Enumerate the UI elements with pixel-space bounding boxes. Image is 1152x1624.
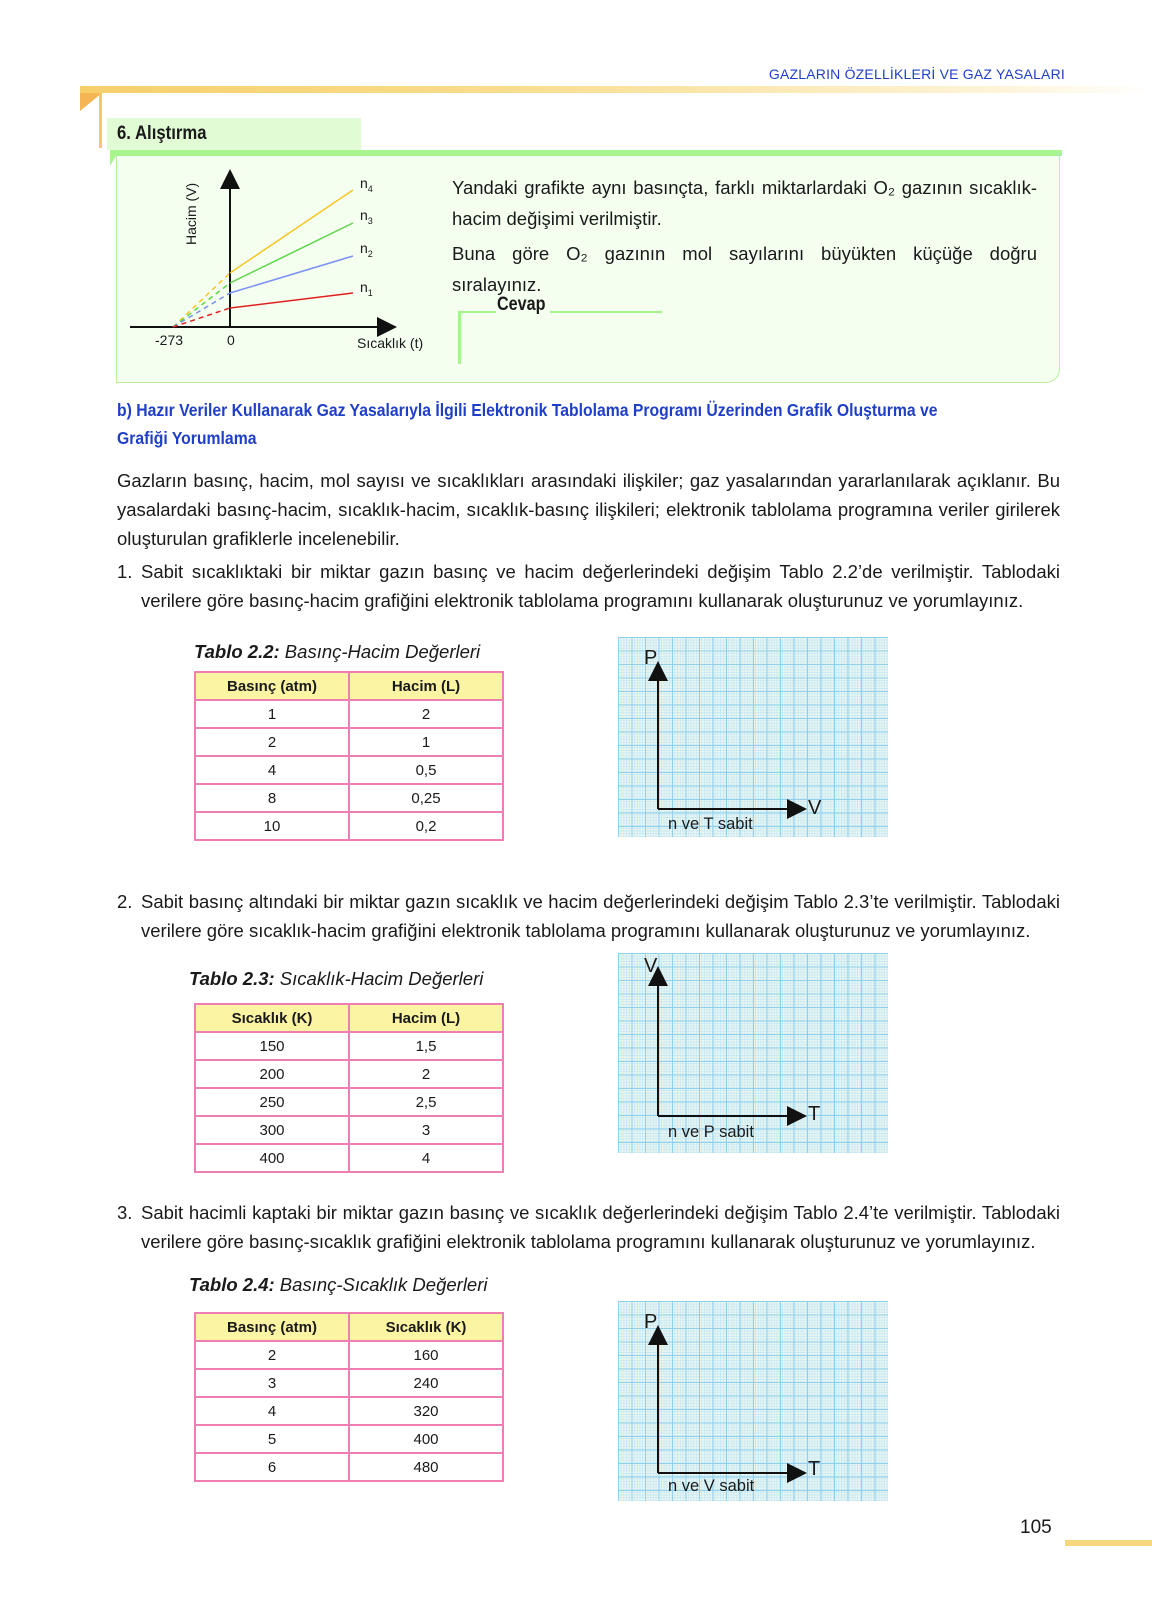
cell: 150 bbox=[195, 1032, 349, 1060]
caption-label: Tablo 2.2: bbox=[194, 641, 280, 662]
constant-label: n ve T sabit bbox=[668, 815, 753, 833]
exercise-question bbox=[452, 172, 1037, 304]
item-1 bbox=[117, 557, 1060, 615]
item-number: 3. bbox=[117, 1202, 133, 1223]
cell: 160 bbox=[349, 1341, 503, 1369]
cell: 2 bbox=[349, 700, 503, 728]
cell: 3 bbox=[195, 1369, 349, 1397]
graph-paper-pv bbox=[618, 637, 888, 837]
cell: 10 bbox=[195, 812, 349, 840]
graph-paper-pt bbox=[618, 1301, 888, 1501]
table-2-3-caption bbox=[189, 968, 483, 990]
y-axis-label: P bbox=[644, 647, 658, 669]
table-row bbox=[195, 1425, 503, 1453]
cell: 1 bbox=[195, 700, 349, 728]
item-2 bbox=[117, 887, 1060, 945]
table-2-4 bbox=[194, 1312, 504, 1482]
cell: 240 bbox=[349, 1369, 503, 1397]
cell: 1,5 bbox=[349, 1032, 503, 1060]
exercise-graph bbox=[125, 165, 455, 360]
series-label-n3: $n_3$ bbox=[360, 207, 373, 226]
answer-label: Cevap bbox=[497, 294, 546, 315]
caption-label: Tablo 2.3: bbox=[189, 968, 275, 989]
cell: 4 bbox=[195, 756, 349, 784]
x-axis-label: Sıcaklık (t) bbox=[357, 335, 424, 351]
table-row bbox=[195, 1369, 503, 1397]
cell: 320 bbox=[349, 1397, 503, 1425]
volume-temperature-graph bbox=[125, 165, 455, 360]
series-label-n1: $n_1$ bbox=[360, 279, 373, 298]
left-decoration-bar bbox=[99, 93, 102, 148]
graph-paper-vt bbox=[618, 953, 888, 1153]
cell: 480 bbox=[349, 1453, 503, 1481]
table-row bbox=[195, 728, 503, 756]
cell: 6 bbox=[195, 1453, 349, 1481]
item-number: 2. bbox=[117, 891, 133, 912]
series-label-n4: $n_4$ bbox=[360, 175, 373, 194]
header-cell: Hacim (L) bbox=[349, 1004, 503, 1032]
cell: 3 bbox=[349, 1116, 503, 1144]
cell: 400 bbox=[349, 1425, 503, 1453]
question-paragraph-2: Buna göre O₂ gazının mol sayılarını büyükten küçüğe doğru sıralayınız. bbox=[452, 243, 1037, 295]
caption-label: Tablo 2.4: bbox=[189, 1274, 275, 1295]
table-row bbox=[195, 784, 503, 812]
cell: 300 bbox=[195, 1116, 349, 1144]
table-2-2-caption bbox=[194, 641, 480, 663]
table-row bbox=[195, 1032, 503, 1060]
constant-label: n ve P sabit bbox=[668, 1123, 754, 1141]
cell: 2 bbox=[195, 1341, 349, 1369]
constant-label: n ve V sabit bbox=[668, 1477, 755, 1495]
item-number: 1. bbox=[117, 561, 133, 582]
header-band bbox=[80, 86, 1152, 93]
y-axis-label: P bbox=[644, 1311, 658, 1333]
x-tick-neg273: -273 bbox=[155, 332, 184, 348]
table-row bbox=[195, 1060, 503, 1088]
x-axis-label: V bbox=[808, 797, 822, 819]
table-row bbox=[195, 700, 503, 728]
x-axis-label: T bbox=[808, 1458, 821, 1480]
header-cell: Basınç (atm) bbox=[195, 672, 349, 700]
page-number: 105 bbox=[1020, 1517, 1052, 1538]
series-label-n2: $n_2$ bbox=[360, 240, 373, 259]
header-cell: Sıcaklık (K) bbox=[349, 1313, 503, 1341]
table-row bbox=[195, 1397, 503, 1425]
table-row bbox=[195, 756, 503, 784]
cell: 0,25 bbox=[349, 784, 503, 812]
item-text: Sabit sıcaklıktaki bir miktar gazın basınç ve hacim değerlerindeki değişim Tablo 2.2’de verilmiştir. Tablodaki verilere göre basınç-hacim grafiğini elektronik tablolama programını kullanarak oluşturunuz ve yorumlayınız. bbox=[141, 561, 1060, 611]
table-row bbox=[195, 1116, 503, 1144]
cell: 1 bbox=[349, 728, 503, 756]
table-2-2 bbox=[194, 671, 504, 841]
cell: 0,2 bbox=[349, 812, 503, 840]
table-row bbox=[195, 1088, 503, 1116]
intro-paragraph: Gazların basınç, hacim, mol sayısı ve sıcaklıkları arasındaki ilişkiler; gaz yasalarından yararlanılarak açıklanır. Bu yasalardaki basınç-hacim, sıcaklık-hacim, sıcaklık-basınç ilişkileri; elektronik tablolama programına veriler girilerek oluşturulan grafiklerle incelenebilir. bbox=[117, 470, 1060, 549]
table-row bbox=[195, 1341, 503, 1369]
page-number-bar bbox=[1065, 1540, 1152, 1546]
caption-text: Basınç-Hacim Değerleri bbox=[279, 641, 481, 662]
exercise-title: 6. Alıştırma bbox=[117, 123, 207, 144]
cell: 2 bbox=[195, 728, 349, 756]
header-cell: Basınç (atm) bbox=[195, 1313, 349, 1341]
section-b-title: b) Hazır Veriler Kullanarak Gaz Yasalarıyla İlgili Elektronik Tablolama Programı Üzerinden Grafik Oluşturma ve Grafiği Yorumlama bbox=[117, 400, 938, 448]
cell: 250 bbox=[195, 1088, 349, 1116]
item-text: Sabit basınç altındaki bir miktar gazın sıcaklık ve hacim değerlerindeki değişim Tablo 2.3’te verilmiştir. Tablodaki verilere göre sıcaklık-hacim grafiğini elektronik tablolama programını kullanarak oluşturunuz ve yorumlayınız. bbox=[141, 891, 1060, 941]
table-row bbox=[195, 1144, 503, 1172]
cell: 4 bbox=[349, 1144, 503, 1172]
axes-icon bbox=[618, 1301, 888, 1501]
cell: 0,5 bbox=[349, 756, 503, 784]
cell: 8 bbox=[195, 784, 349, 812]
header-cell: Sıcaklık (K) bbox=[195, 1004, 349, 1032]
caption-text: Basınç-Sıcaklık Değerleri bbox=[274, 1274, 488, 1295]
y-axis-label: Hacim (V) bbox=[183, 182, 199, 245]
table-row bbox=[195, 1453, 503, 1481]
item-3 bbox=[117, 1198, 1060, 1256]
answer-line-right bbox=[550, 311, 662, 313]
y-axis-label: V bbox=[644, 955, 658, 977]
question-paragraph-1: Yandaki grafikte aynı basınçta, farklı miktarlardaki O₂ gazının sıcaklık-hacim değişimi verilmiştir. bbox=[452, 177, 1037, 229]
table-2-3 bbox=[194, 1003, 504, 1173]
cell: 2,5 bbox=[349, 1088, 503, 1116]
table-row bbox=[195, 812, 503, 840]
chapter-title: GAZLARIN ÖZELLİKLERİ VE GAZ YASALARI bbox=[768, 66, 1065, 82]
answer-line-vertical bbox=[458, 312, 461, 364]
cell: 4 bbox=[195, 1397, 349, 1425]
header-cell: Hacim (L) bbox=[349, 672, 503, 700]
table-2-4-caption bbox=[189, 1274, 488, 1296]
axes-icon bbox=[618, 637, 888, 837]
cell: 5 bbox=[195, 1425, 349, 1453]
cell: 2 bbox=[349, 1060, 503, 1088]
cell: 200 bbox=[195, 1060, 349, 1088]
item-text: Sabit hacimli kaptaki bir miktar gazın basınç ve sıcaklık değerlerindeki değişim Tablo 2.4’te verilmiştir. Tablodaki verilere göre basınç-sıcaklık grafiğini elektronik tablolama programını kullanarak oluşturunuz ve yorumlayınız. bbox=[141, 1202, 1060, 1252]
answer-line-left bbox=[458, 311, 496, 313]
caption-text: Sıcaklık-Hacim Değerleri bbox=[274, 968, 484, 989]
x-axis-label: T bbox=[808, 1103, 821, 1125]
x-tick-zero: 0 bbox=[227, 332, 235, 348]
cell: 400 bbox=[195, 1144, 349, 1172]
